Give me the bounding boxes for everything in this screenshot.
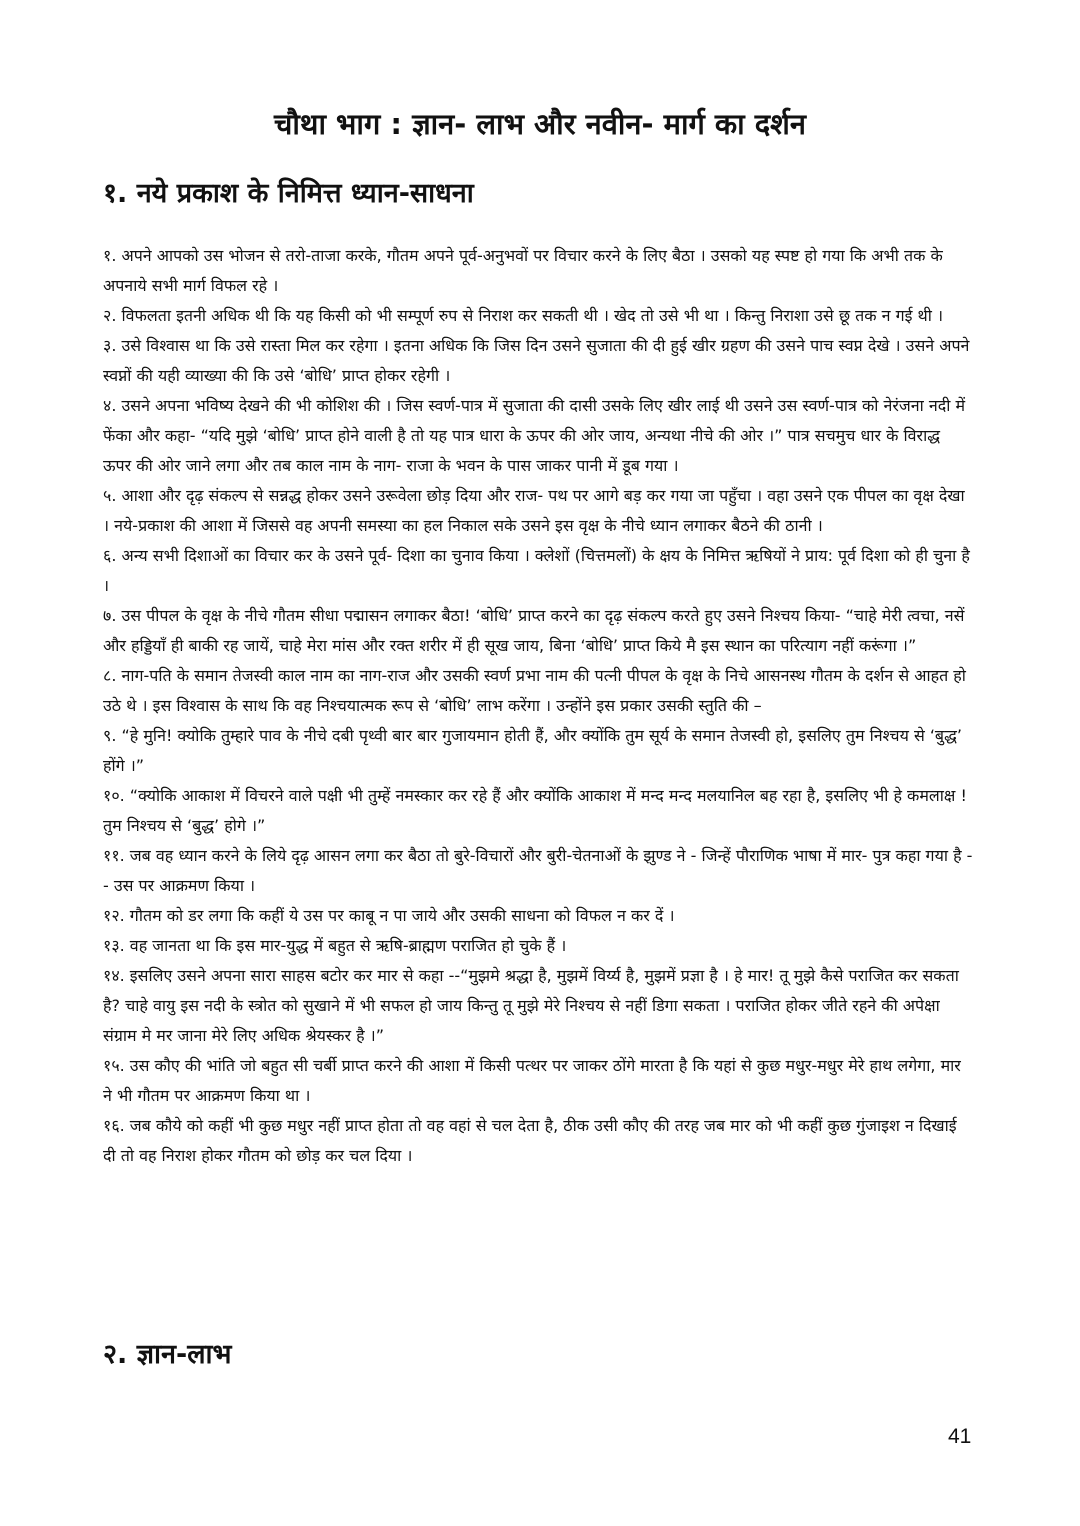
verse-paragraph: २. विफलता इतनी अधिक थी कि यह किसी को भी सम्पूर्ण रुप से निराश कर सकती थी । खेद तो उसे भी था । किन्तु निराशा उसे छू तक न गई थी । xyxy=(103,306,944,325)
section-heading: २. ज्ञान-लाभ xyxy=(103,1339,232,1370)
verse-paragraph: ३. उसे विश्वास था कि उसे रास्ता मिल कर रहेगा । इतना अधिक कि जिस दिन उसने सुजाता की दी हुई खीर ग्रहण की उसने पाच स्वप्न देखे । उसने अपने स्वप्नों की यही व्याख्या की कि उसे ‘बोधि’ प्राप्त होकर रहेगी । xyxy=(103,336,970,385)
verse-paragraph: १२. गौतम को डर लगा कि कहीं ये उस पर काबू न पा जाये और उसकी साधना को विफल न कर दें । xyxy=(103,906,675,925)
verse-paragraph: ११. जब वह ध्यान करने के लिये दृढ़ आसन लगा कर बैठा तो बुरे-विचारों और बुरी-चेतनाओं के झुण्ड ने - जिन्हें पौराणिक भाषा में मार- पुत्र कहा गया है -- उस पर आक्रमण किया । xyxy=(103,846,973,895)
verse-paragraph: ९. “हे मुनि! क्योकि तुम्हारे पाव के नीचे दबी पृथ्वी बार बार गुजायमान होती हैं, और क्योंकि तुम सूर्य के समान तेजस्वी हो, इसलिए तुम निश्चय से ‘बुद्ध’ होंगे ।” xyxy=(103,726,962,775)
part-title: चौथा भाग : ज्ञान- लाभ और नवीन- मार्ग का दर्शन xyxy=(273,107,806,141)
verse-paragraph: ५. आशा और दृढ़ संकल्प से सन्नद्ध होकर उसने उरूवेला छोड़ दिया और राज- पथ पर आगे बड़ कर गया जा पहुँचा । वहा उसने एक पीपल का वृक्ष देखा । नये-प्रकाश की आशा में जिससे वह अपनी समस्या का हल निकाल सके उसने इस वृक्ष के नीचे ध्यान लगाकर बैठने की ठानी । xyxy=(103,486,965,535)
section-body xyxy=(103,241,973,1171)
verse-paragraph: १. अपने आपको उस भोजन से तरो-ताजा करके, गौतम अपने पूर्व-अनुभवों पर विचार करने के लिए बैठा । उसको यह स्पष्ट हो गया कि अभी तक के अपनाये सभी मार्ग विफल रहे । xyxy=(103,246,943,295)
page-number: 41 xyxy=(948,1425,972,1448)
verse-paragraph: ८. नाग-पति के समान तेजस्वी काल नाम का नाग-राज और उसकी स्वर्ण प्रभा नाम की पत्नी पीपल के वृक्ष के निचे आसनस्थ गौतम के दर्शन से आहत हो उठे थे । इस विश्वास के साथ कि वह निश्चयात्मक रूप से ‘बोधि’ लाभ करेंगा । उन्होंने इस प्रकार उसकी स्तुति की – xyxy=(103,666,966,715)
section-heading: १. नये प्रकाश के निमित्त ध्यान-साधना xyxy=(103,178,474,209)
verse-paragraph: १६. जब कौये को कहीं भी कुछ मधुर नहीं प्राप्त होता तो वह वहां से चल देता है, ठीक उसी कौए की तरह जब मार को भी कहीं कुछ गुंजाइश न दिखाई दी तो वह निराश होकर गौतम को छोड़ कर चल दिया । xyxy=(103,1116,957,1165)
verse-paragraph: १३. वह जानता था कि इस मार-युद्ध में बहुत से ऋषि-ब्राह्मण पराजित हो चुके हैं । xyxy=(103,936,567,955)
verse-paragraph: १४. इसलिए उसने अपना सारा साहस बटोर कर मार से कहा --“मुझमे श्रद्धा है, मुझमें विर्य्य है, मुझमें प्रज्ञा है । हे मार! तू मुझे कैसे पराजित कर सकता है? चाहे वायु इस नदी के स्त्रोत को सुखाने में भी सफल हो जाय किन्तु तू मुझे मेरे निश्चय से नहीं डिगा सकता । पराजित होकर जीते रहने की अपेक्षा संग्राम मे मर जाना मेरे लिए अधिक श्रेयस्कर है ।” xyxy=(103,966,959,1045)
verse-paragraph: ७. उस पीपल के वृक्ष के नीचे गौतम सीधा पद्मासन लगाकर बैठा! ‘बोधि’ प्राप्त करने का दृढ़ संकल्प करते हुए उसने निश्चय किया- “चाहे मेरी त्वचा, नसें और हड्डियाँ ही बाकी रह जायें, चाहे मेरा मांस और रक्त शरीर में ही सूख जाय, बिना ‘बोधि’ प्राप्त किये मै इस स्थान का परित्याग नहीं करूंगा ।” xyxy=(103,606,965,655)
verse-paragraph: १०. “क्योकि आकाश में विचरने वाले पक्षी भी तुम्हें नमस्कार कर रहे हैं और क्योंकि आकाश में मन्द मन्द मलयानिल बह रहा है, इसलिए भी हे कमलाक्ष ! तुम निश्चय से ‘बुद्ध’ होगे ।” xyxy=(103,786,967,835)
verse-paragraph: ४. उसने अपना भविष्य देखने की भी कोशिश की । जिस स्वर्ण-पात्र में सुजाता की दासी उसके लिए खीर लाई थी उसने उस स्वर्ण-पात्र को नेरंजना नदी में फेंका और कहा- “यदि मुझे ‘बोधि’ प्राप्त होने वाली है तो यह पात्र धारा के ऊपर की ओर जाय, अन्यथा नीचे की ओर ।” पात्र सचमुच धार के विराद्ध ऊपर की ओर जाने लगा और तब काल नाम के नाग- राजा के भवन के पास जाकर पानी में डूब गया । xyxy=(103,396,966,475)
verse-paragraph: ६. अन्य सभी दिशाओं का विचार कर के उसने पूर्व- दिशा का चुनाव किया । क्लेशों (चित्तमलों) के क्षय के निमित्त ऋषियों ने प्राय: पूर्व दिशा को ही चुना है । xyxy=(103,546,970,595)
verse-paragraph: १५. उस कौए की भांति जो बहुत सी चर्बी प्राप्त करने की आशा में किसी पत्थर पर जाकर ठोंगे मारता है कि यहां से कुछ मधुर-मधुर मेरे हाथ लगेगा, मार ने भी गौतम पर आक्रमण किया था । xyxy=(103,1056,961,1105)
